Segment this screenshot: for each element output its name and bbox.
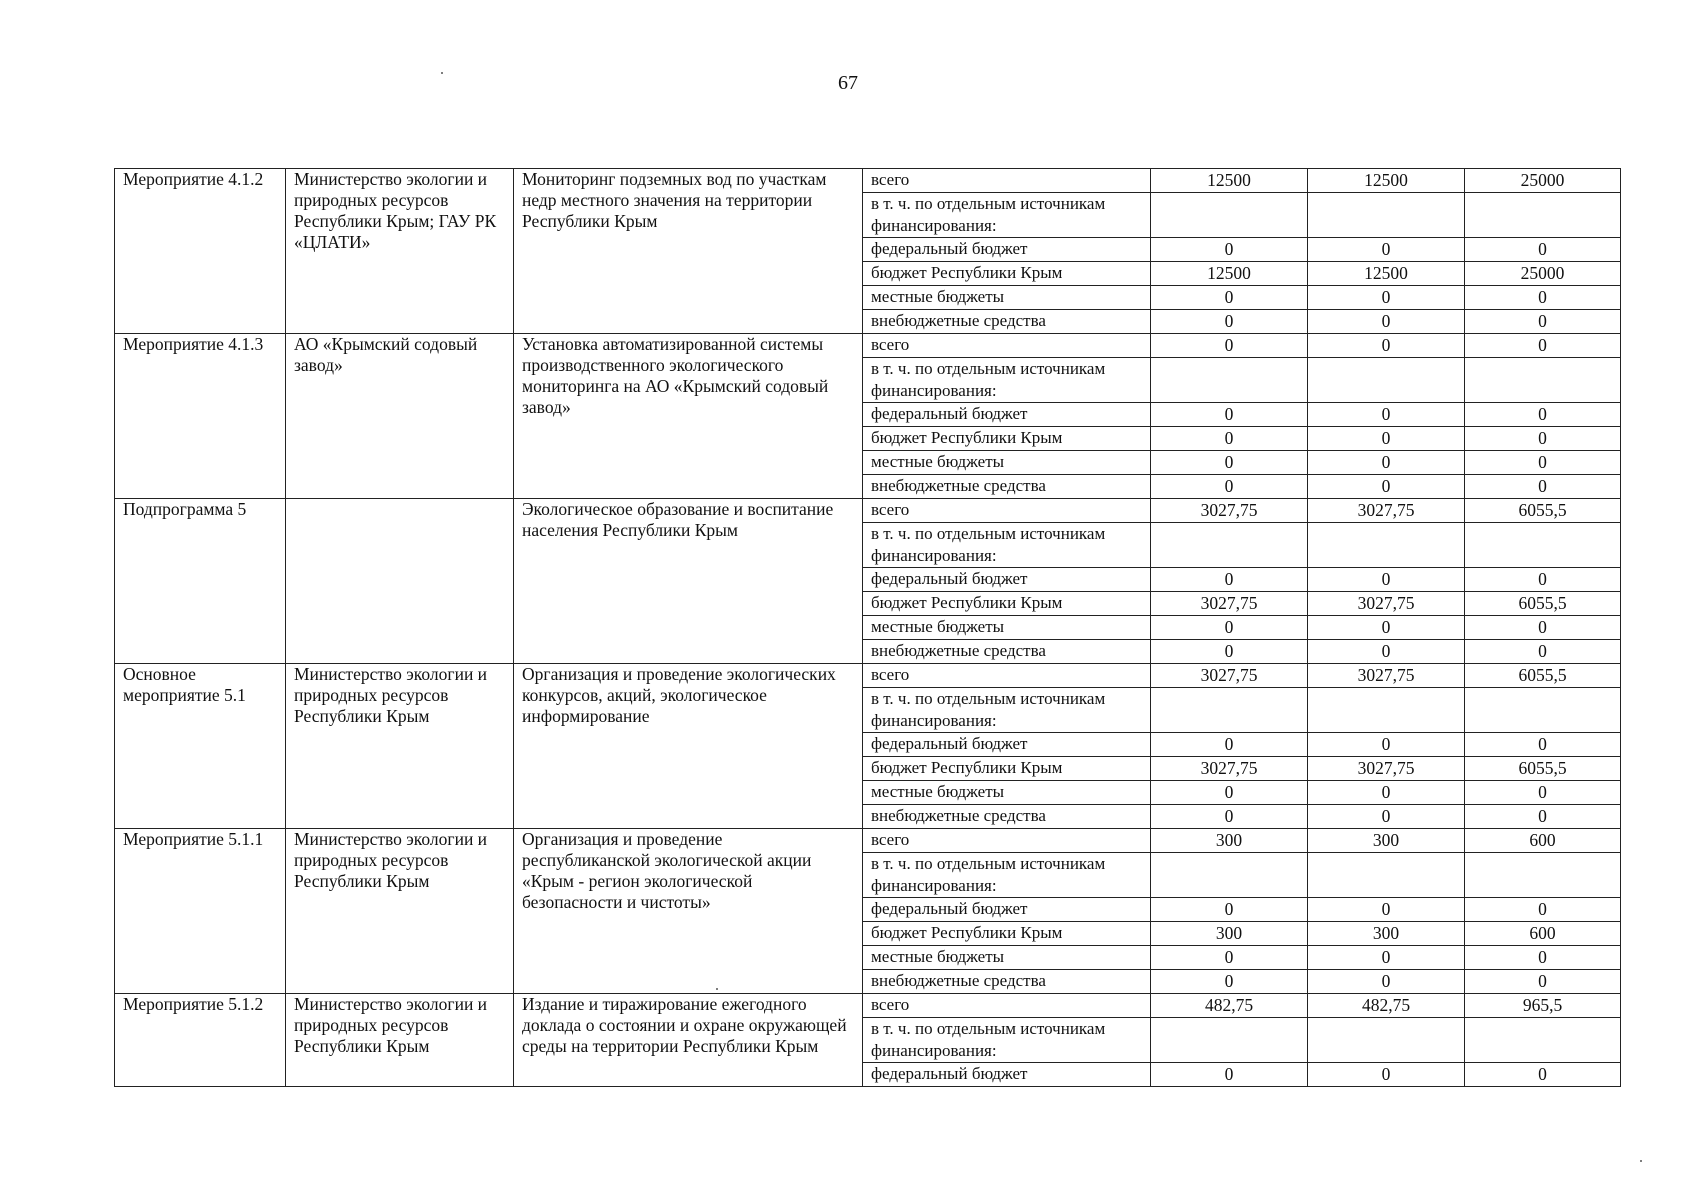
row-total xyxy=(115,169,1621,193)
amount-cell: 6055,5 xyxy=(1465,664,1621,688)
funding-source: внебюджетные средства xyxy=(863,970,1151,994)
amount-cell: 3027,75 xyxy=(1308,664,1465,688)
funding-source: местные бюджеты xyxy=(863,286,1151,310)
funding-source: местные бюджеты xyxy=(863,946,1151,970)
amount-cell: 3027,75 xyxy=(1308,499,1465,523)
amount-cell: 0 xyxy=(1151,286,1308,310)
funding-source: бюджет Республики Крым xyxy=(863,262,1151,286)
amount-cell: 0 xyxy=(1151,640,1308,664)
amount-cell: 6055,5 xyxy=(1465,592,1621,616)
executor: Министерство экологии и природных ресурсов Республики Крым xyxy=(286,994,514,1087)
amount-cell: 0 xyxy=(1308,310,1465,334)
funding-source: в т. ч. по отдельным источникам финансирования: xyxy=(863,523,1151,568)
funding-source: всего xyxy=(863,994,1151,1018)
funding-source: всего xyxy=(863,829,1151,853)
amount-cell xyxy=(1465,688,1621,733)
amount-cell: 0 xyxy=(1151,898,1308,922)
funding-source: федеральный бюджет xyxy=(863,733,1151,757)
amount-cell: 0 xyxy=(1465,640,1621,664)
amount-cell xyxy=(1151,523,1308,568)
amount-cell: 0 xyxy=(1465,898,1621,922)
amount-cell: 0 xyxy=(1465,238,1621,262)
amount-cell xyxy=(1308,853,1465,898)
amount-cell xyxy=(1151,688,1308,733)
funding-source: местные бюджеты xyxy=(863,451,1151,475)
funding-source: всего xyxy=(863,664,1151,688)
amount-cell: 3027,75 xyxy=(1151,757,1308,781)
row-total xyxy=(115,664,1621,688)
amount-cell: 0 xyxy=(1151,616,1308,640)
amount-cell: 25000 xyxy=(1465,262,1621,286)
amount-cell: 0 xyxy=(1465,427,1621,451)
amount-cell: 0 xyxy=(1308,568,1465,592)
measure-id: Основное мероприятие 5.1 xyxy=(115,664,286,829)
funding-source: в т. ч. по отдельным источникам финансирования: xyxy=(863,193,1151,238)
amount-cell: 3027,75 xyxy=(1151,499,1308,523)
funding-source: федеральный бюджет xyxy=(863,403,1151,427)
amount-cell: 0 xyxy=(1308,427,1465,451)
scan-speck xyxy=(1640,1160,1642,1162)
amount-cell: 3027,75 xyxy=(1308,592,1465,616)
measure-name: Издание и тиражирование ежегодного доклада о состоянии и охране окружающей среды на территории Республики Крым xyxy=(514,994,863,1087)
funding-source: внебюджетные средства xyxy=(863,310,1151,334)
amount-cell: 600 xyxy=(1465,922,1621,946)
amount-cell: 0 xyxy=(1308,238,1465,262)
amount-cell xyxy=(1465,358,1621,403)
amount-cell: 0 xyxy=(1151,451,1308,475)
amount-cell: 0 xyxy=(1151,334,1308,358)
amount-cell xyxy=(1465,853,1621,898)
amount-cell xyxy=(1308,1018,1465,1063)
amount-cell: 12500 xyxy=(1151,169,1308,193)
amount-cell: 482,75 xyxy=(1308,994,1465,1018)
measure-id: Мероприятие 5.1.2 xyxy=(115,994,286,1087)
amount-cell: 0 xyxy=(1151,238,1308,262)
funding-source: в т. ч. по отдельным источникам финансирования: xyxy=(863,688,1151,733)
amount-cell xyxy=(1465,523,1621,568)
executor: Министерство экологии и природных ресурсов Республики Крым; ГАУ РК «ЦЛАТИ» xyxy=(286,169,514,334)
funding-source: в т. ч. по отдельным источникам финансирования: xyxy=(863,853,1151,898)
amount-cell: 0 xyxy=(1465,970,1621,994)
amount-cell: 0 xyxy=(1308,286,1465,310)
amount-cell: 0 xyxy=(1308,403,1465,427)
amount-cell xyxy=(1308,688,1465,733)
measure-id: Подпрограмма 5 xyxy=(115,499,286,664)
amount-cell xyxy=(1151,853,1308,898)
amount-cell: 25000 xyxy=(1465,169,1621,193)
amount-cell: 0 xyxy=(1465,733,1621,757)
amount-cell: 3027,75 xyxy=(1151,592,1308,616)
amount-cell: 600 xyxy=(1465,829,1621,853)
measure-name: Экологическое образование и воспитание населения Республики Крым xyxy=(514,499,863,664)
amount-cell: 0 xyxy=(1308,805,1465,829)
amount-cell: 0 xyxy=(1465,568,1621,592)
amount-cell: 0 xyxy=(1151,427,1308,451)
amount-cell xyxy=(1151,1018,1308,1063)
amount-cell: 0 xyxy=(1465,616,1621,640)
amount-cell: 300 xyxy=(1308,829,1465,853)
amount-cell: 0 xyxy=(1308,1063,1465,1087)
amount-cell: 0 xyxy=(1308,451,1465,475)
amount-cell: 0 xyxy=(1151,805,1308,829)
executor: Министерство экологии и природных ресурсов Республики Крым xyxy=(286,829,514,994)
funding-source: всего xyxy=(863,334,1151,358)
amount-cell: 0 xyxy=(1151,946,1308,970)
amount-cell: 0 xyxy=(1151,970,1308,994)
amount-cell: 6055,5 xyxy=(1465,757,1621,781)
amount-cell: 0 xyxy=(1151,403,1308,427)
amount-cell: 0 xyxy=(1151,475,1308,499)
funding-source: внебюджетные средства xyxy=(863,805,1151,829)
amount-cell: 0 xyxy=(1151,1063,1308,1087)
amount-cell: 0 xyxy=(1465,805,1621,829)
amount-cell xyxy=(1308,523,1465,568)
amount-cell xyxy=(1465,193,1621,238)
funding-source: федеральный бюджет xyxy=(863,1063,1151,1087)
executor xyxy=(286,499,514,664)
amount-cell: 0 xyxy=(1308,946,1465,970)
amount-cell: 0 xyxy=(1465,334,1621,358)
funding-source: федеральный бюджет xyxy=(863,898,1151,922)
amount-cell: 0 xyxy=(1151,733,1308,757)
scan-speck xyxy=(441,72,443,74)
amount-cell: 6055,5 xyxy=(1465,499,1621,523)
funding-source: всего xyxy=(863,499,1151,523)
amount-cell: 0 xyxy=(1465,781,1621,805)
funding-source: в т. ч. по отдельным источникам финансирования: xyxy=(863,1018,1151,1063)
row-total xyxy=(115,334,1621,358)
amount-cell: 0 xyxy=(1308,781,1465,805)
measure-id: Мероприятие 4.1.3 xyxy=(115,334,286,499)
funding-source: бюджет Республики Крым xyxy=(863,427,1151,451)
amount-cell: 3027,75 xyxy=(1151,664,1308,688)
amount-cell: 0 xyxy=(1308,616,1465,640)
funding-source: федеральный бюджет xyxy=(863,568,1151,592)
amount-cell: 0 xyxy=(1308,970,1465,994)
funding-source: внебюджетные средства xyxy=(863,640,1151,664)
funding-source: бюджет Республики Крым xyxy=(863,922,1151,946)
executor: Министерство экологии и природных ресурсов Республики Крым xyxy=(286,664,514,829)
amount-cell: 12500 xyxy=(1308,169,1465,193)
funding-source: бюджет Республики Крым xyxy=(863,757,1151,781)
amount-cell: 12500 xyxy=(1308,262,1465,286)
measure-name: Организация и проведение республиканской экологической акции «Крым - регион экологической безопасности и чистоты» xyxy=(514,829,863,994)
amount-cell xyxy=(1308,358,1465,403)
amount-cell: 0 xyxy=(1465,475,1621,499)
amount-cell xyxy=(1151,358,1308,403)
amount-cell xyxy=(1151,193,1308,238)
row-total xyxy=(115,829,1621,853)
funding-source: всего xyxy=(863,169,1151,193)
measure-id: Мероприятие 5.1.1 xyxy=(115,829,286,994)
financing-table xyxy=(114,168,1621,1087)
amount-cell: 0 xyxy=(1308,475,1465,499)
funding-source: внебюджетные средства xyxy=(863,475,1151,499)
amount-cell: 0 xyxy=(1465,1063,1621,1087)
funding-source: местные бюджеты xyxy=(863,616,1151,640)
measure-id: Мероприятие 4.1.2 xyxy=(115,169,286,334)
amount-cell: 300 xyxy=(1151,922,1308,946)
amount-cell: 0 xyxy=(1308,334,1465,358)
amount-cell: 0 xyxy=(1465,286,1621,310)
row-total xyxy=(115,499,1621,523)
amount-cell: 0 xyxy=(1151,310,1308,334)
amount-cell: 0 xyxy=(1308,640,1465,664)
measure-name: Мониторинг подземных вод по участкам недр местного значения на территории Республики Крым xyxy=(514,169,863,334)
amount-cell: 0 xyxy=(1465,403,1621,427)
row-total xyxy=(115,994,1621,1018)
amount-cell: 0 xyxy=(1151,781,1308,805)
executor: АО «Крымский содовый завод» xyxy=(286,334,514,499)
amount-cell: 0 xyxy=(1151,568,1308,592)
amount-cell: 300 xyxy=(1308,922,1465,946)
amount-cell xyxy=(1308,193,1465,238)
funding-source: бюджет Республики Крым xyxy=(863,592,1151,616)
funding-source: местные бюджеты xyxy=(863,781,1151,805)
amount-cell: 965,5 xyxy=(1465,994,1621,1018)
amount-cell: 0 xyxy=(1308,733,1465,757)
amount-cell: 0 xyxy=(1465,946,1621,970)
amount-cell: 482,75 xyxy=(1151,994,1308,1018)
measure-name: Установка автоматизированной системы производственного экологического мониторинга на АО «Крымский содовый завод» xyxy=(514,334,863,499)
measure-name: Организация и проведение экологических конкурсов, акций, экологическое информирование xyxy=(514,664,863,829)
funding-source: в т. ч. по отдельным источникам финансирования: xyxy=(863,358,1151,403)
amount-cell: 12500 xyxy=(1151,262,1308,286)
amount-cell: 0 xyxy=(1308,898,1465,922)
page-number: 67 xyxy=(838,72,858,94)
amount-cell: 0 xyxy=(1465,310,1621,334)
funding-source: федеральный бюджет xyxy=(863,238,1151,262)
amount-cell: 0 xyxy=(1465,451,1621,475)
amount-cell: 300 xyxy=(1151,829,1308,853)
amount-cell xyxy=(1465,1018,1621,1063)
amount-cell: 3027,75 xyxy=(1308,757,1465,781)
